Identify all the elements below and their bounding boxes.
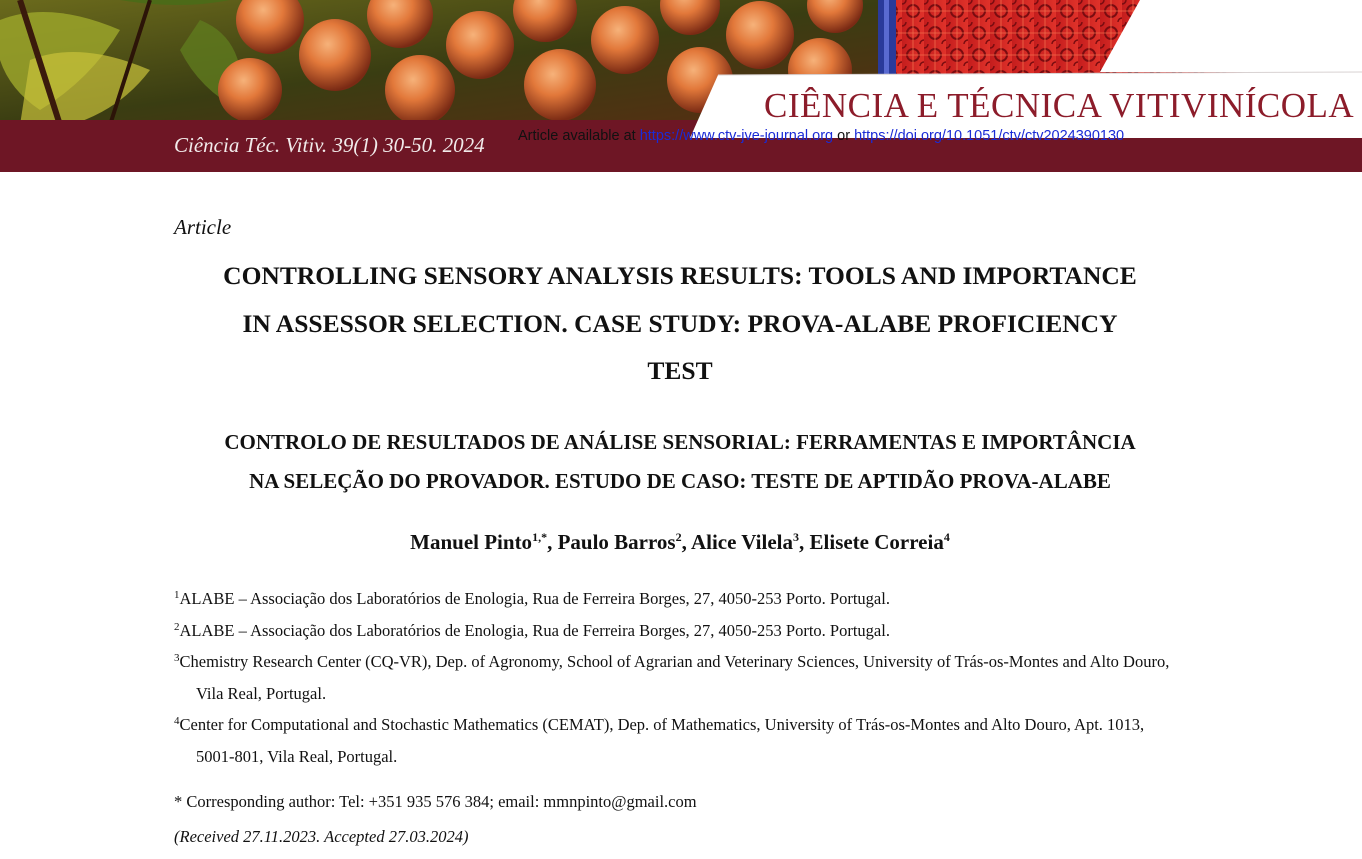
availability-line (518, 128, 1124, 144)
author-name: Elisete Correia (809, 530, 944, 554)
author-affiliation-mark: 1,* (532, 530, 548, 544)
author-affiliation-mark: 3 (793, 530, 800, 544)
affiliation-item (174, 646, 1184, 709)
affiliation-text: Chemistry Research Center (CQ-VR), Dep. of Agronomy, School of Agrarian and Veterinary Sciences, University of Trás-os-Montes and Alto Douro, Vila Real, Portugal. (179, 652, 1170, 703)
availability-prefix: Article available at (518, 128, 640, 144)
author-affiliation-mark: 2 (675, 530, 682, 544)
received-dates: (Received 27.11.2023. Accepted 27.03.2024) (174, 827, 469, 846)
journal-citation: Ciência Téc. Vitiv. 39(1) 30-50. 2024 (174, 133, 485, 157)
title-portuguese (160, 423, 1200, 500)
title-english (160, 252, 1200, 395)
title-portuguese-line: CONTROLO DE RESULTADOS DE ANÁLISE SENSORIAL: FERRAMENTAS E IMPORTÂNCIA (224, 430, 1136, 454)
affiliation-number: 4 (174, 715, 180, 727)
availability-or: or (833, 128, 855, 144)
author-name: Paulo Barros (557, 530, 676, 554)
title-portuguese-line: NA SELEÇÃO DO PROVADOR. ESTUDO DE CASO: TESTE DE APTIDÃO PROVA-ALABE (249, 468, 1111, 493)
affiliation-number: 1 (174, 589, 180, 601)
journal-name: CIÊNCIA E TÉCNICA VITIVINÍCOLA (764, 86, 1355, 125)
author-separator: , (681, 530, 691, 554)
affiliation-item (174, 583, 1184, 615)
journal-banner (0, 0, 1362, 172)
affiliation-item (174, 709, 1184, 772)
affiliation-number: 3 (174, 652, 180, 664)
author-name: Manuel Pinto (410, 530, 533, 554)
author-separator: , (799, 530, 810, 554)
journal-site-link[interactable]: https://www.ctv-jve-journal.org (639, 128, 834, 144)
affiliation-text: Center for Computational and Stochastic Mathematics (CEMAT), Dep. of Mathematics, University of Trás-os-Montes and Alto Douro, Apt. 1013, 5001-801, Vila Real, Portugal. (179, 715, 1145, 766)
affiliation-item (174, 615, 1184, 647)
doi-link[interactable]: https://doi.org/10.1051/ctv/ctv2024390130 (854, 128, 1125, 144)
title-english-line: IN ASSESSOR SELECTION. CASE STUDY: PROVA-ALABE PROFICIENCY (242, 308, 1118, 338)
title-english-line: CONTROLLING SENSORY ANALYSIS RESULTS: TOOLS AND IMPORTANCE (223, 261, 1137, 290)
affiliation-list (174, 583, 1184, 772)
title-english-line: TEST (647, 356, 713, 385)
author-separator: , (547, 530, 558, 554)
article-type-label: Article (174, 215, 232, 239)
author-name: Alice Vilela (690, 530, 794, 554)
affiliation-text: ALABE – Associação dos Laboratórios de Enologia, Rua de Ferreira Borges, 27, 4050-253 Porto. Portugal. (179, 620, 890, 640)
author-affiliation-mark: 4 (943, 530, 950, 544)
affiliation-number: 2 (174, 620, 180, 633)
author-list (160, 530, 1200, 555)
affiliation-text: ALABE – Associação dos Laboratórios de Enologia, Rua de Ferreira Borges, 27, 4050-253 Porto. Portugal. (179, 589, 890, 608)
corresponding-author: * Corresponding author: Tel: +351 935 576 384; email: mmnpinto@gmail.com (174, 792, 697, 811)
